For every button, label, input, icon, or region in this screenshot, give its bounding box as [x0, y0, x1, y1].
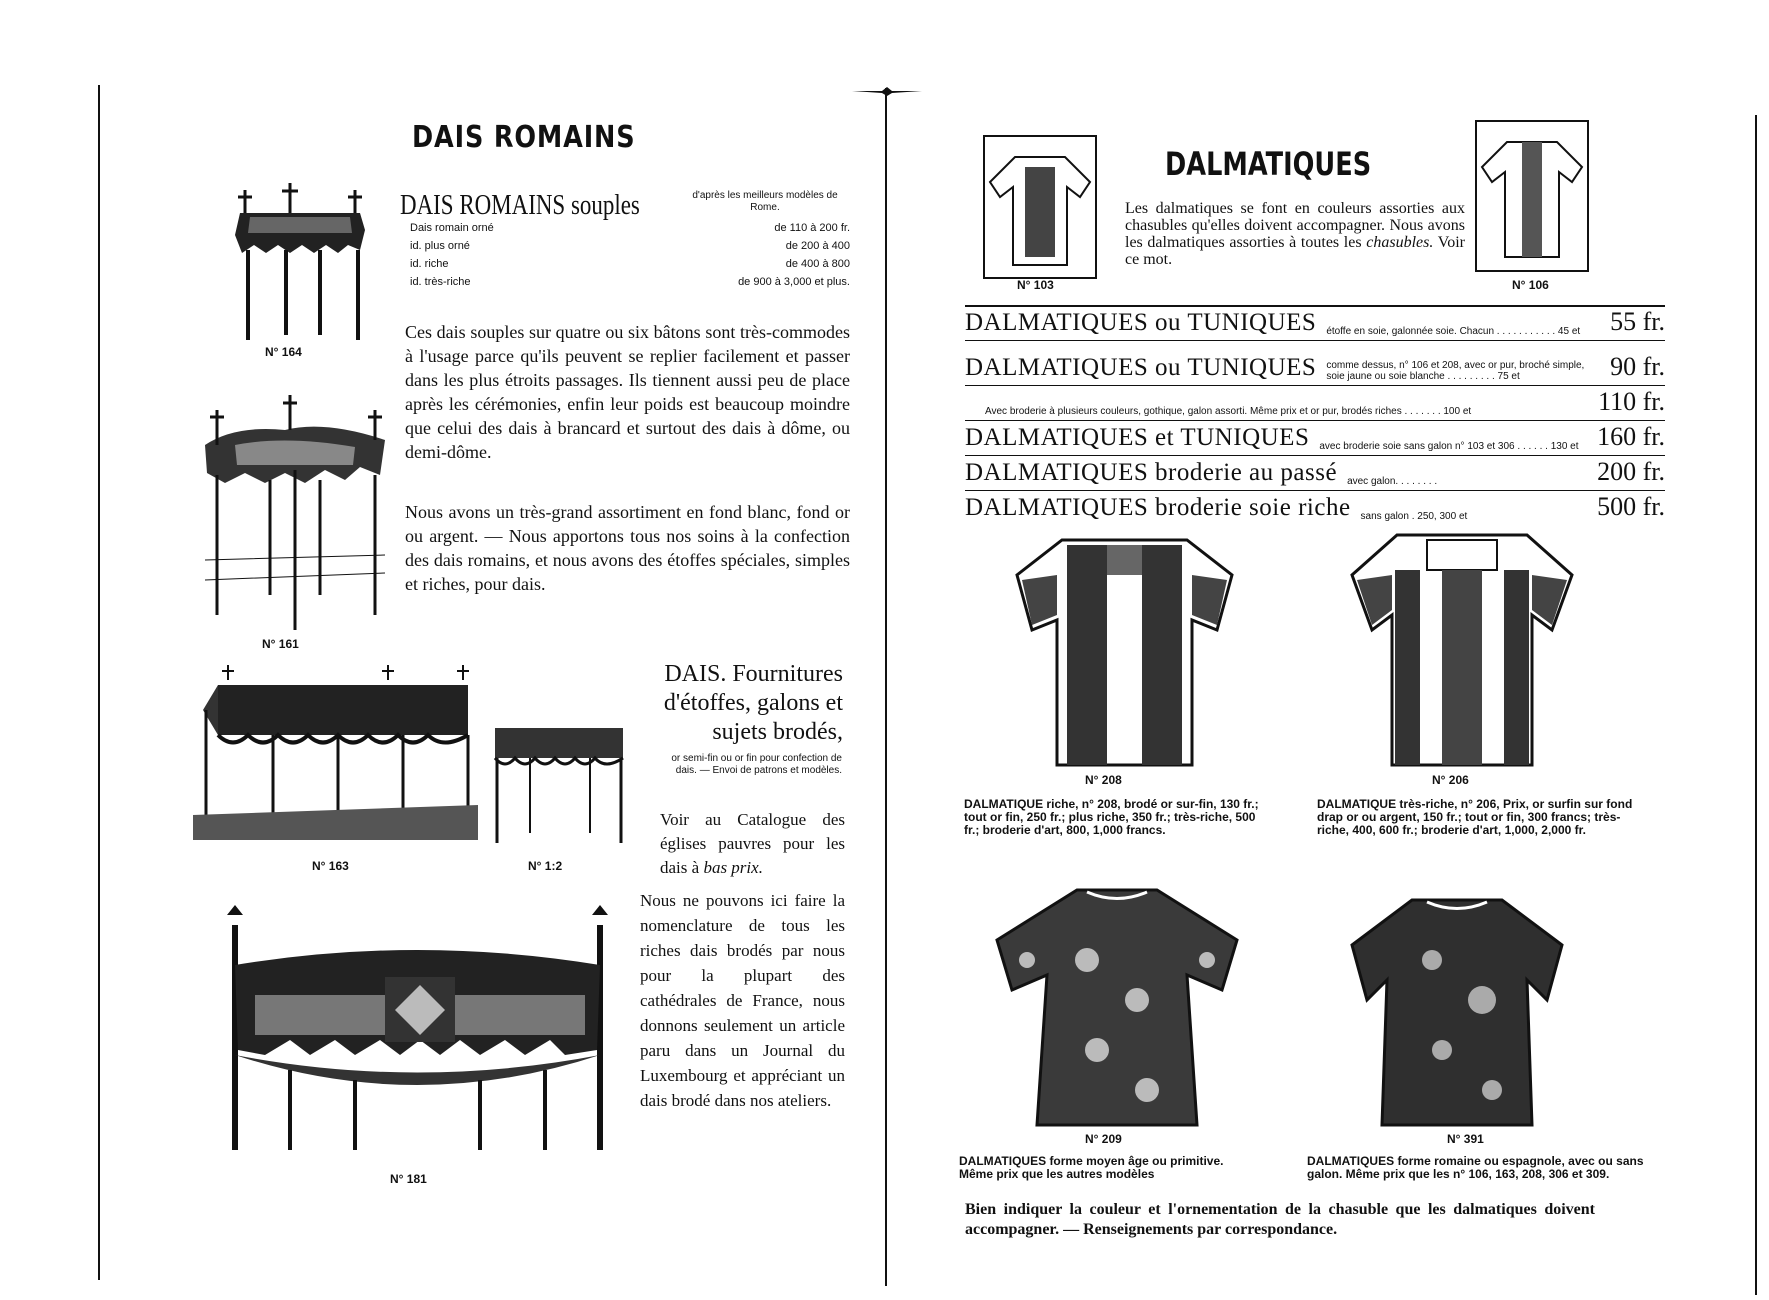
price-row — [410, 240, 850, 258]
figure-number-162: N° 1:2 — [528, 859, 563, 873]
price-line — [965, 342, 1665, 382]
dalmatic-thumbnail-106 — [1477, 122, 1587, 270]
canopy-illustration-161 — [195, 385, 395, 635]
catalogue-text-main: Voir au Catalogue des églises pauvres pour les dais à — [660, 810, 845, 877]
figure-caption-208: DALMATIQUE riche, n° 208, brodé or sur-fin, 130 fr.; tout or fin, 250 fr.; plus riche, 350 fr.; très-riche, 500 fr.; broderie d'art, 800, 1,000 francs. — [964, 797, 1259, 837]
catalogue-text — [660, 808, 845, 880]
dalmatic-illustration-206 — [1347, 530, 1577, 770]
fournitures-note: or semi-fin ou or fin pour confection de dais. — Envoi de patrons et modèles. — [671, 753, 842, 776]
intro-suffix: Voir ce mot. — [1125, 234, 1465, 268]
price-line-price: 90 fr. — [1610, 352, 1665, 381]
price-line-price: 500 fr. — [1597, 492, 1665, 521]
figure-caption-391: DALMATIQUES forme romaine ou espagnole, avec ou sans galon. Même prix que les n° 106, 163, 208, 306 et 309. — [1307, 1154, 1644, 1181]
dalmatic-illustration-391 — [1342, 890, 1572, 1130]
price-row-range: de 110 à 200 fr. — [774, 222, 850, 234]
price-line-name: DALMATIQUES broderie soie riche — [965, 494, 1351, 521]
price-line-price: 200 fr. — [1597, 457, 1665, 486]
price-rule — [965, 455, 1665, 456]
price-row-range: de 400 à 800 — [785, 258, 850, 270]
price-row-label: Dais romain orné — [410, 222, 494, 234]
price-line — [965, 422, 1665, 452]
thumbnail-number-106: N° 106 — [1512, 278, 1549, 292]
dalmatiques-footer: Bien indiquer la couleur et l'ornementation de la chasuble que les dalmatiques doivent accompagner. — Renseignements par correspondance. — [965, 1201, 1595, 1238]
souples-price-table — [410, 222, 850, 294]
nomenclature-text: Nous ne pouvons ici faire la nomenclature de tous les riches dais brodés par nous pour la plupart des cathédrales de France, nous donnons seulement un article paru dans un Journal du Luxembourg et appréciant un dais brodé dans nos ateliers. — [640, 891, 845, 1110]
price-line — [965, 307, 1665, 337]
canopy-illustration-181 — [205, 905, 630, 1160]
price-line — [965, 492, 1665, 522]
price-row — [410, 258, 850, 276]
price-line — [965, 457, 1665, 487]
intro-text: Les dalmatiques se font en couleurs assorties aux chasubles qu'elles doivent accompagner. Nous avons les dalmatiques assorties à toutes les — [1125, 200, 1465, 251]
price-lines — [965, 305, 1665, 525]
price-line-note: avec galon. . . . . . . . — [1347, 476, 1438, 487]
souples-paragraph-1: Ces dais souples sur quatre ou six bâtons sont très-commodes à l'usage parce qu'ils peuvent se replier facilement et passer dans les plus étroits passages. Ils tiennent aussi peu de place après les cérémonies, enfin leur poids est beaucoup moindre que celui des dais à brancard et surtout des dais à dôme, ou demi-dôme. — [405, 322, 850, 462]
canopy-illustration-163 — [188, 665, 478, 845]
figure-number-164: N° 164 — [265, 345, 302, 359]
dalmatiques-intro — [1125, 200, 1465, 268]
price-line-name: DALMATIQUES ou TUNIQUES — [965, 309, 1317, 336]
figure-number-391: N° 391 — [1447, 1132, 1484, 1146]
canopy-illustration-162 — [485, 718, 630, 848]
price-rule — [965, 490, 1665, 491]
souples-heading — [400, 190, 692, 222]
price-row-label: id. riche — [410, 258, 449, 270]
dalmatic-thumbnail-103 — [985, 137, 1095, 277]
price-row-range: de 200 à 400 — [785, 240, 850, 252]
figure-caption-206: DALMATIQUE très-riche, n° 206, Prix, or surfin sur fond drap or ou argent, 150 fr.; tout or fin, 300 francs; très-riche, 400, 600 fr.; broderie d'art, 1,000, 2,000 fr. — [1317, 797, 1633, 837]
price-row-label: id. très-riche — [410, 276, 471, 288]
price-line-price: 110 fr. — [1598, 387, 1665, 416]
thumbnail-frame-106 — [1475, 120, 1589, 272]
intro-em: chasubles. — [1366, 234, 1434, 251]
souples-heading-main: DAIS ROMAINS souples — [400, 190, 640, 221]
catalogue-text-em: bas prix. — [703, 858, 763, 877]
price-rule — [965, 340, 1665, 341]
thumbnail-frame-103 — [983, 135, 1097, 279]
price-line-note: avec broderie soie sans galon n° 103 et 306 . . . . . . 130 et — [1319, 441, 1579, 452]
souples-heading-note: d'après les meilleurs modèles de Rome. — [692, 190, 838, 213]
price-line-note: Avec broderie à plusieurs couleurs, gothique, galon assorti. Même prix et or pur, brodés riches . . . . . . . 100 et — [985, 406, 1472, 417]
price-line-name: DALMATIQUES ou TUNIQUES — [965, 354, 1317, 381]
figure-number-209: N° 209 — [1085, 1132, 1122, 1146]
fournitures-title: DAIS. Fournitures d'étoffes, galons et sujets brodés, — [663, 661, 843, 745]
figure-number-208: N° 208 — [1085, 773, 1122, 787]
left-page — [100, 0, 885, 1300]
dalmatiques-title: DALMATIQUES — [1165, 145, 1372, 183]
price-line-note: comme dessus, n° 106 et 208, avec or pur, broché simple, soie jaune ou soie blanche . . . . . . . . . 75 et — [1326, 360, 1585, 382]
price-line-price: 55 fr. — [1610, 307, 1665, 336]
figure-number-206: N° 206 — [1432, 773, 1469, 787]
price-line-name: DALMATIQUES broderie au passé — [965, 459, 1338, 486]
price-rule — [965, 385, 1665, 386]
price-row-label: id. plus orné — [410, 240, 470, 252]
price-line-note: sans galon . 250, 300 et — [1360, 511, 1468, 522]
right-page — [887, 0, 1757, 1300]
figure-number-163: N° 163 — [312, 859, 349, 873]
figure-number-161a: N° 161 — [262, 637, 299, 651]
thumbnail-number-103: N° 103 — [1017, 278, 1054, 292]
price-line-note: étoffe en soie, galonnée soie. Chacun . . . . . . . . . . . 45 et — [1326, 326, 1581, 337]
dalmatic-illustration-209 — [987, 880, 1247, 1130]
price-row — [410, 276, 850, 294]
price-row — [410, 222, 850, 240]
price-line-name: DALMATIQUES et TUNIQUES — [965, 424, 1310, 451]
figure-number-181: N° 181 — [390, 1172, 427, 1186]
page-title: DAIS ROMAINS — [412, 120, 636, 155]
dalmatic-illustration-208 — [1012, 535, 1237, 770]
figure-caption-209: DALMATIQUES forme moyen âge ou primitive. Même prix que les autres modèles — [959, 1154, 1224, 1181]
price-rule — [965, 420, 1665, 421]
price-row-range: de 900 à 3,000 et plus. — [738, 276, 850, 288]
souples-paragraph-2: Nous avons un très-grand assortiment en fond blanc, fond or ou argent. — Nous apportons tous nos soins à la confection des dais romains, et nous avons des étoffes spéciales, simples et riches, pour dais. — [405, 502, 850, 594]
price-line-price: 160 fr. — [1597, 422, 1665, 451]
price-line — [965, 387, 1665, 417]
canopy-illustration-164 — [220, 175, 380, 345]
